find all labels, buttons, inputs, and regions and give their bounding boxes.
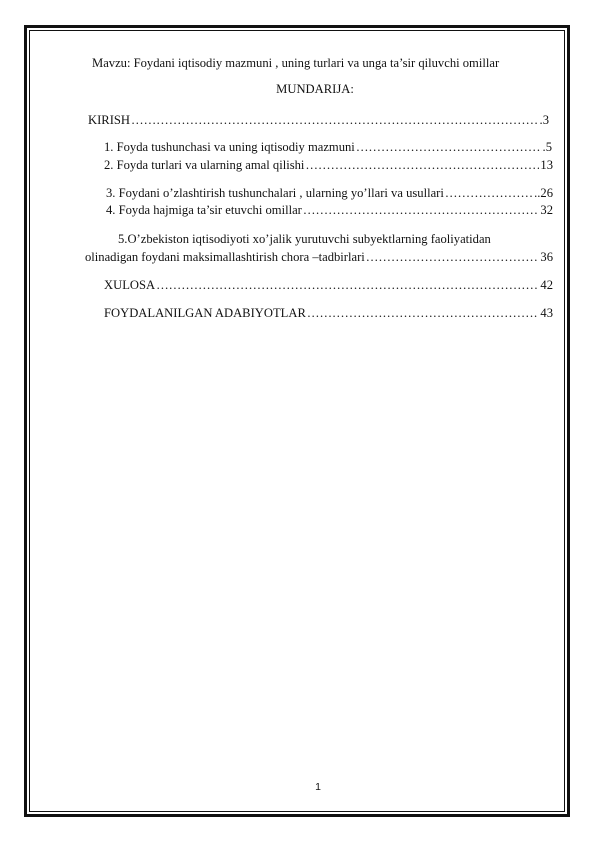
- toc-leader-dots: [445, 185, 533, 201]
- toc-leader-dots: [356, 139, 542, 155]
- toc-entry-label: 2. Foyda turlari va ularning amal qilishi: [104, 158, 305, 172]
- toc-entry-kirish: [88, 112, 549, 128]
- toc-leader-dots: [156, 277, 539, 293]
- toc-entry-page: .3: [539, 113, 549, 127]
- toc-leader-dots: [305, 157, 539, 173]
- toc-entry-label: 1. Foyda tushunchasi va uning iqtisodiy mazmuni: [104, 140, 355, 154]
- toc-entry-label: XULOSA: [104, 278, 156, 292]
- document-topic: Mavzu: Foydani iqtisodiy mazmuni , uning turlari va unga ta’sir qiluvchi omillar: [92, 56, 500, 70]
- toc-entry-label: olinadigan foydani maksimallashtirish chora –tadbirlari: [85, 250, 365, 264]
- toc-entry-5-line1: 5.O’zbekiston iqtisodiyoti xo’jalik yurutuvchi subyektlarning faoliyatidan: [118, 232, 491, 246]
- toc-entry-3: [106, 185, 553, 201]
- toc-entry-page: .5: [542, 140, 552, 154]
- toc-entry-xulosa: [104, 277, 553, 293]
- toc-entry-page: 32: [540, 203, 553, 217]
- toc-entry-page: 42: [540, 278, 553, 292]
- toc-entry-label: FOYDALANILGAN ADABIYOTLAR: [104, 306, 306, 320]
- toc-entry-5: [85, 249, 553, 265]
- toc-entry-label: 3. Foydani o’zlashtirish tushunchalari , ularning yo’llari va usullari: [106, 186, 444, 200]
- toc-leader-dots: [307, 305, 540, 321]
- toc-entry-page: 13: [540, 158, 553, 172]
- toc-leader-dots: [131, 112, 539, 128]
- toc-entry-label: 4. Foyda hajmiga ta’sir etuvchi omillar: [106, 203, 302, 217]
- toc-entry-page: 36: [540, 250, 553, 264]
- toc-entry-4: [106, 202, 553, 218]
- toc-entry-1: [104, 139, 552, 155]
- toc-entry-page: ..26: [534, 186, 553, 200]
- toc-entry-page: 43: [540, 306, 553, 320]
- page-number: 1: [315, 781, 321, 793]
- toc-leader-dots: [366, 249, 540, 265]
- toc-entry-2: [104, 157, 553, 173]
- toc-leader-dots: [303, 202, 540, 218]
- toc-entry-adabiyotlar: [104, 305, 553, 321]
- contents-heading: MUNDARIJA:: [276, 82, 354, 96]
- toc-entry-label: KIRISH: [88, 113, 130, 127]
